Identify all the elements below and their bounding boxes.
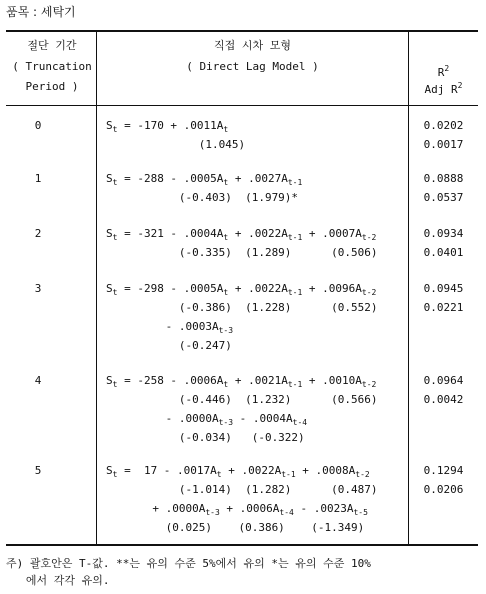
equation-continuation: - $.0003A_{t-3}$ <box>106 320 234 335</box>
r2-value: 0.0202 <box>423 119 464 132</box>
truncation-period: 3 <box>34 282 42 295</box>
r2-value: 0.0934 <box>423 227 464 240</box>
truncation-period: 5 <box>34 464 42 477</box>
adj-r2-value: 0.0537 <box>423 191 464 204</box>
r2-value: 0.0964 <box>423 374 464 387</box>
footnote-line-2: 에서 각각 유의. <box>6 574 110 587</box>
adj-r2-value: 0.0017 <box>423 138 464 151</box>
equation-continuation: (-0.034) (-0.322) <box>106 431 305 444</box>
item-label: 품목 : 세탁기 <box>6 5 76 19</box>
equation-line: $S_t = -170 + .0011A_t$ <box>106 119 229 134</box>
header-period-ko: 절단 기간 <box>27 39 77 52</box>
equation-continuation: (-1.014) (1.282) (0.487) <box>106 483 378 496</box>
equation-continuation: (1.045) <box>106 138 246 151</box>
truncation-period: 1 <box>34 172 42 185</box>
truncation-period: 0 <box>34 119 42 132</box>
equation-continuation: + $.0000A_{t-3} + .0006A_{t-4} - .0023A_{t-5}$ <box>106 502 368 517</box>
equation-line: $S_t = -288 - .0005A_t + .0027A_{t-1}$ <box>106 172 303 187</box>
r2-value: 0.0945 <box>423 282 464 295</box>
truncation-period: 4 <box>34 374 42 387</box>
header-r2: $R^2$ <box>437 64 450 79</box>
equation-continuation: (-0.446) (1.232) (0.566) <box>106 393 378 406</box>
r2-value: 0.1294 <box>423 464 464 477</box>
truncation-period: 2 <box>34 227 42 240</box>
equation-line: $S_t = 17 - .0017A_t + .0022A_{t-1} + .0008A_{t-2}$ <box>106 464 370 479</box>
equation-continuation: (-0.403) (1.979)* <box>106 191 299 204</box>
header-adj-r2: Adj $R^2$ <box>424 81 463 96</box>
column-divider-1 <box>96 31 97 545</box>
equation-continuation: (-0.247) <box>106 339 232 352</box>
header-period-en: ( Truncation <box>12 60 92 73</box>
equation-line: $S_t = -321 - .0004A_t + .0022A_{t-1} + .0007A_{t-2}$ <box>106 227 377 242</box>
equation-continuation: (-0.335) (1.289) (0.506) <box>106 246 378 259</box>
equation-continuation: (-0.386) (1.228) (0.552) <box>106 301 378 314</box>
adj-r2-value: 0.0206 <box>423 483 464 496</box>
r2-value: 0.0888 <box>423 172 464 185</box>
adj-r2-value: 0.0401 <box>423 246 464 259</box>
equation-continuation: (0.025) (0.386) (-1.349) <box>106 521 365 534</box>
equation-line: $S_t = -298 - .0005A_t + .0022A_{t-1} + .0096A_{t-2}$ <box>106 282 377 297</box>
adj-r2-value: 0.0221 <box>423 301 464 314</box>
footnote-line-1: 주) 괄호안은 T-값. **는 유의 수준 5%에서 유의 *는 유의 수준 10% <box>6 557 371 570</box>
equation-continuation: - $.0000A_{t-3} - .0004A_{t-4}$ <box>106 412 308 427</box>
equation-line: $S_t = -258 - .0006A_t + .0021A_{t-1} + .0010A_{t-2}$ <box>106 374 377 389</box>
header-model-ko: 직접 시차 모형 <box>213 39 291 52</box>
header-period-en2: Period ) <box>25 80 79 93</box>
header-model-en: ( Direct Lag Model ) <box>186 60 319 73</box>
adj-r2-value: 0.0042 <box>423 393 464 406</box>
